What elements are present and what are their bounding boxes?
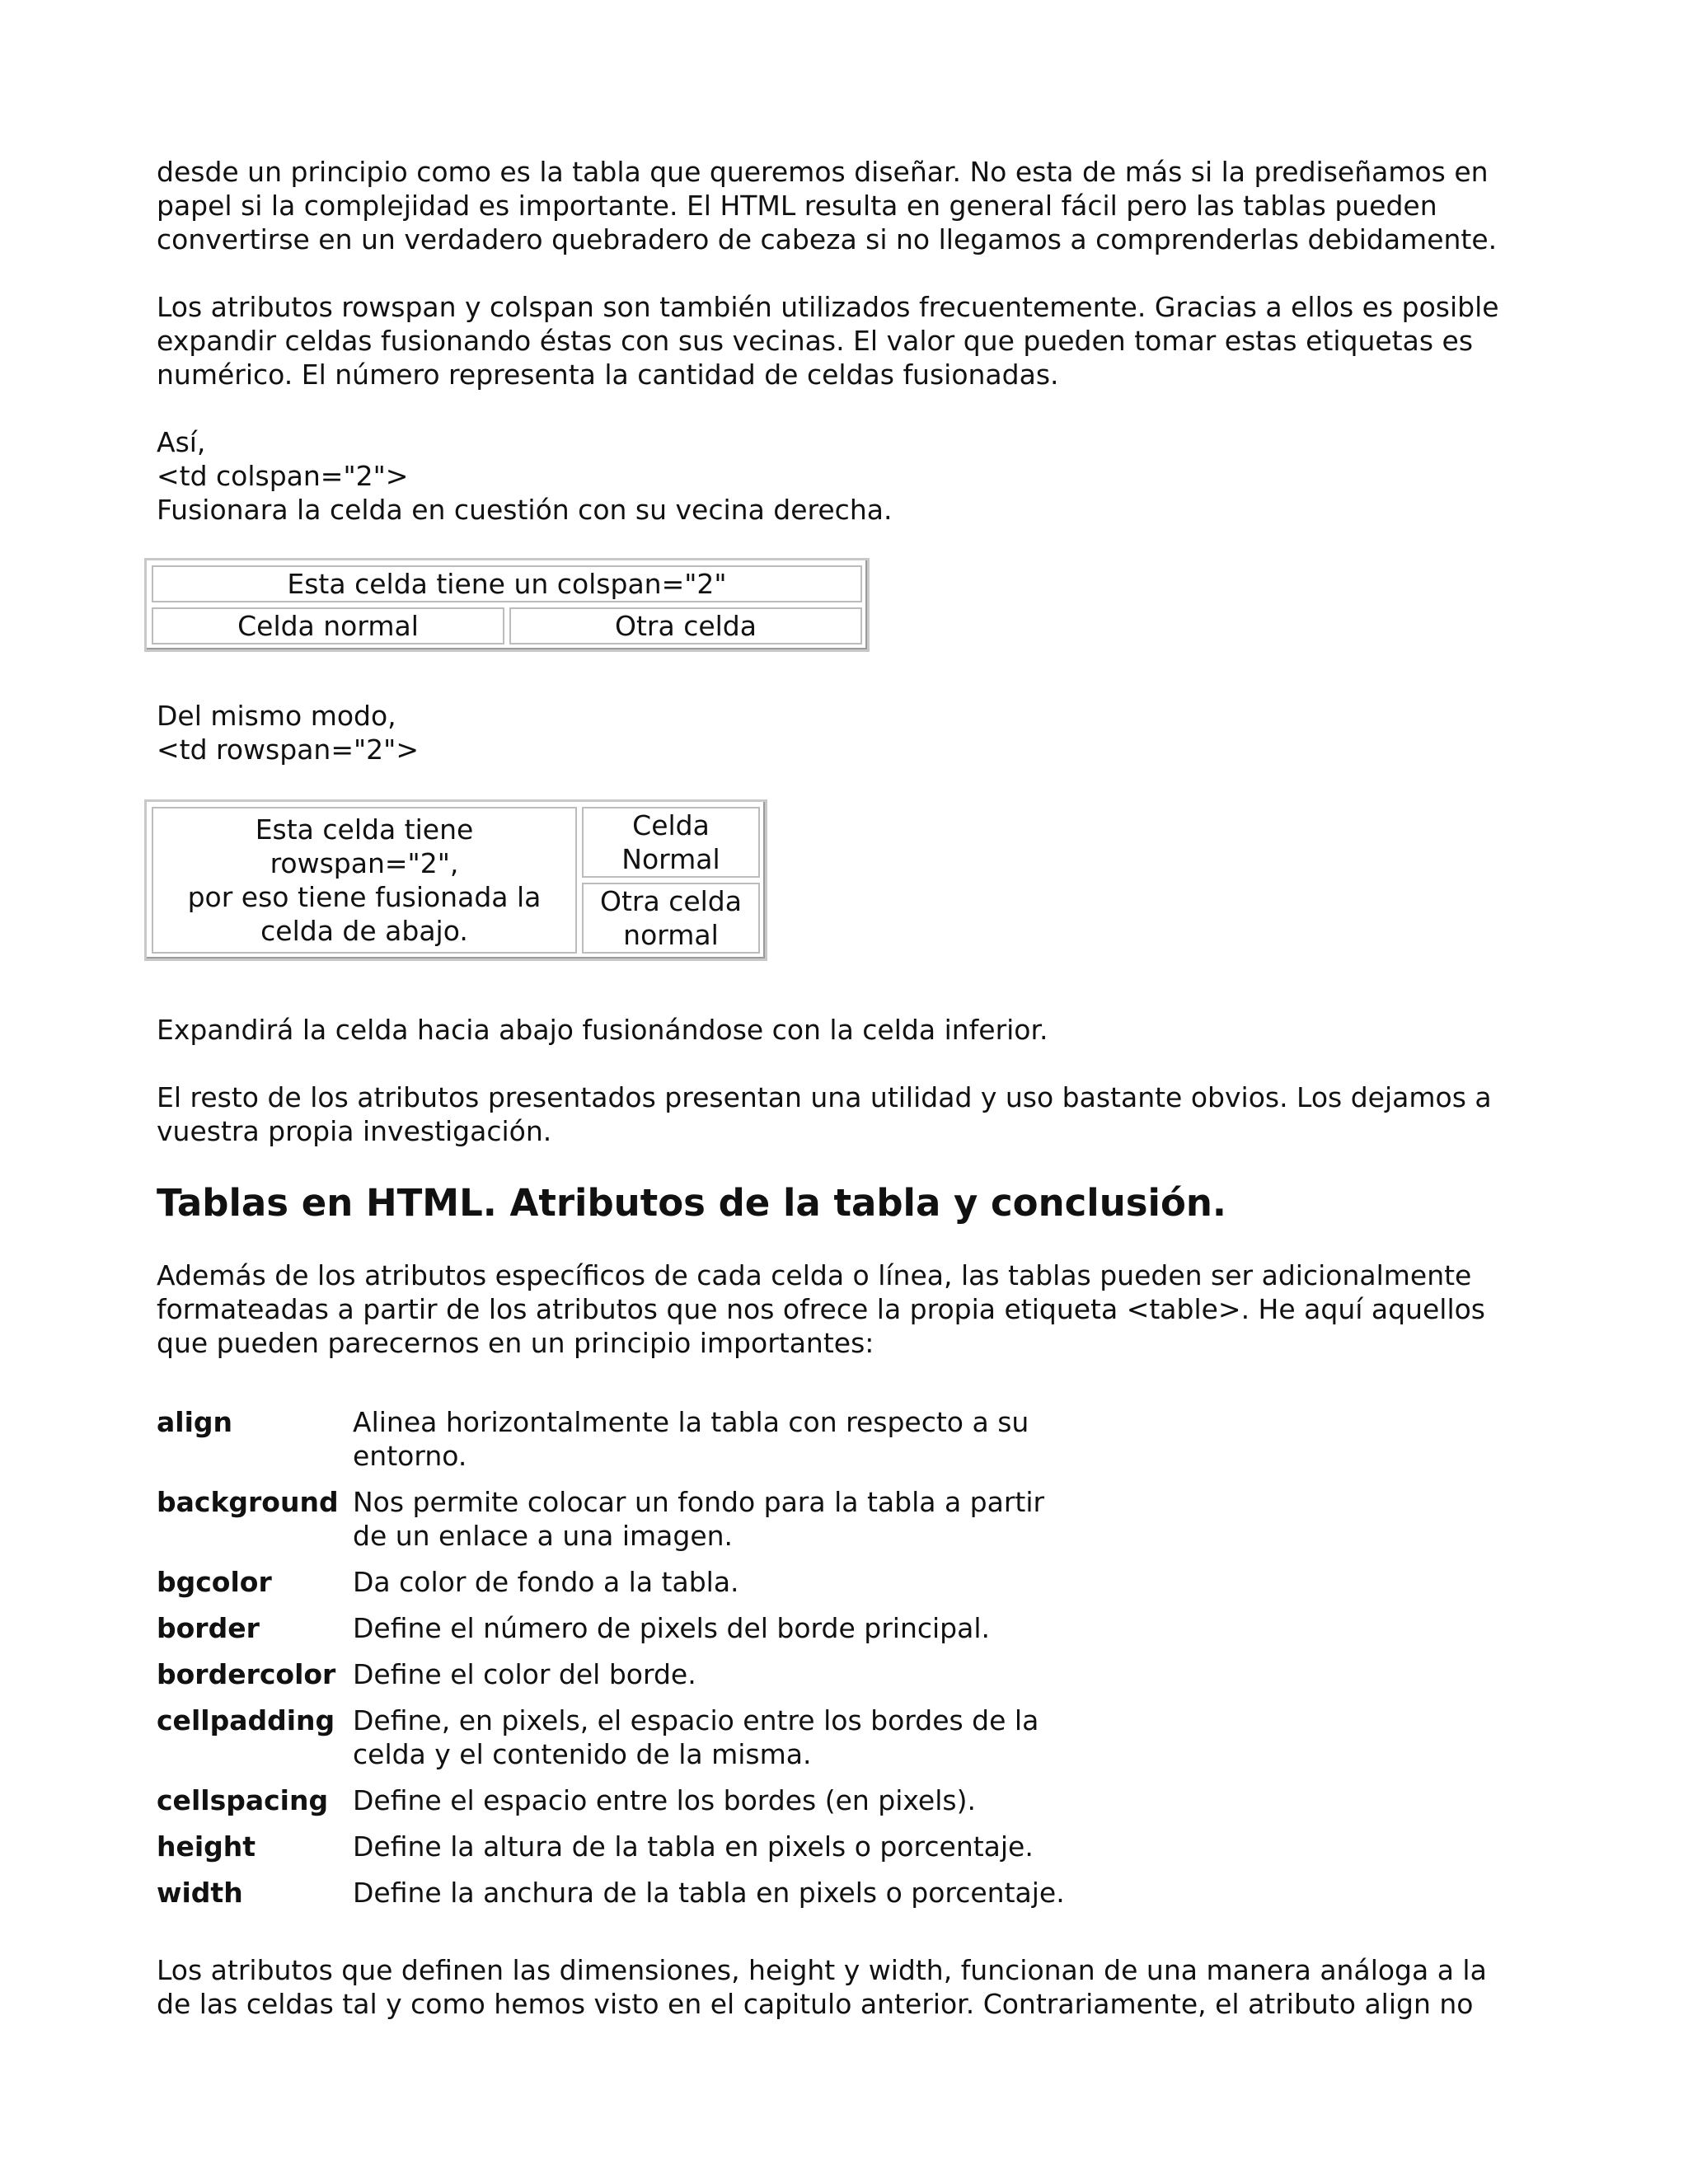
- attribute-row: [157, 1657, 1095, 1704]
- rowspan-example-text: [157, 699, 1541, 766]
- attribute-description: Define el espacio entre los bordes (en pixels).: [353, 1784, 976, 1816]
- rest-paragraph: [157, 1080, 1541, 1148]
- attribute-description: Alinea horizontalmente la tabla con respecto a su entorno.: [353, 1406, 1029, 1472]
- example-code: <td rowspan="2">: [157, 733, 419, 766]
- colspan-example-text: [157, 425, 1541, 527]
- attribute-name: cellspacing: [157, 1784, 329, 1816]
- example-explanation: Fusionara la celda en cuestión con su vecina derecha.: [157, 494, 893, 526]
- rowspan-cell: Esta celda tiene rowspan="2", por eso tiene fusionada la celda de abajo.: [152, 807, 577, 954]
- text-line: vuestra propia investigación.: [157, 1115, 552, 1147]
- text-line: Los atributos que definen las dimensiones, height y width, funcionan de una manera análoga a la: [157, 1954, 1487, 1986]
- attribute-description: Nos permite colocar un fondo para la tabla a partir de un enlace a una imagen.: [353, 1486, 1045, 1552]
- colspan-cell: Esta celda tiene un colspan="2": [152, 565, 862, 602]
- text-line: desde un principio como es la tabla que queremos diseñar. No esta de más si la prediseñamos en: [157, 156, 1489, 188]
- attribute-row: [157, 1830, 1095, 1876]
- text-line: papel si la complejidad es importante. El HTML resulta en general fácil pero las tablas pueden: [157, 190, 1437, 222]
- attribute-description: Define, en pixels, el espacio entre los bordes de la celda y el contenido de la misma.: [353, 1704, 1039, 1770]
- other-cell: Otra celda: [509, 607, 862, 644]
- text-line: Además de los atributos específicos de cada celda o línea, las tablas pueden ser adicionalmente: [157, 1259, 1472, 1291]
- attribute-row: [157, 1405, 1095, 1485]
- text-line: El resto de los atributos presentados presentan una utilidad y uso bastante obvios. Los dejamos a: [157, 1081, 1492, 1113]
- attribute-name: align: [157, 1406, 233, 1438]
- attribute-row: [157, 1876, 1095, 1922]
- text-line: numérico. El número representa la cantidad de celdas fusionadas.: [157, 359, 1059, 391]
- attribute-row: [157, 1783, 1095, 1830]
- attribute-description: Define el número de pixels del borde principal.: [353, 1612, 991, 1644]
- normal-cell: Celda Normal: [582, 807, 760, 878]
- attribute-description: Define la altura de la tabla en pixels o porcentaje.: [353, 1830, 1034, 1863]
- attribute-row: [157, 1611, 1095, 1657]
- attribute-row: [157, 1485, 1095, 1565]
- attribute-name: width: [157, 1877, 243, 1909]
- attribute-description: Define la anchura de la tabla en pixels o porcentaje.: [353, 1877, 1065, 1909]
- example-lead: Del mismo modo,: [157, 700, 396, 732]
- example-code: <td colspan="2">: [157, 460, 409, 492]
- normal-cell: Celda normal: [152, 607, 504, 644]
- attribute-name: bgcolor: [157, 1566, 272, 1598]
- text-line: Expandirá la celda hacia abajo fusionándose con la celda inferior.: [157, 1014, 1048, 1046]
- attribute-name: height: [157, 1830, 256, 1863]
- text-line: Los atributos rowspan y colspan son también utilizados frecuentemente. Gracias a ellos es posible: [157, 291, 1499, 323]
- attribute-row: [157, 1704, 1095, 1783]
- attribute-row: [157, 1565, 1095, 1611]
- text-line: convertirse en un verdadero quebradero de cabeza si no llegamos a comprenderlas debidamente.: [157, 223, 1498, 255]
- section-intro-paragraph: [157, 1258, 1541, 1360]
- rowspan-colspan-paragraph: [157, 290, 1541, 391]
- attribute-name: border: [157, 1612, 260, 1644]
- colspan-demo-table: [144, 558, 870, 652]
- conclusion-paragraph: [157, 1953, 1541, 2021]
- other-normal-cell: Otra celda normal: [582, 883, 760, 954]
- attributes-table: [157, 1405, 1095, 1922]
- example-lead: Así,: [157, 426, 206, 458]
- rowspan-explanation: [157, 1013, 1541, 1047]
- text-line: formateadas a partir de los atributos que nos ofrece la propia etiqueta <table>. He aquí aquellos: [157, 1293, 1486, 1325]
- intro-paragraph: [157, 155, 1541, 256]
- attribute-name: cellpadding: [157, 1704, 335, 1736]
- text-line: expandir celdas fusionando éstas con sus vecinas. El valor que pueden tomar estas etiquetas es: [157, 325, 1474, 357]
- attribute-description: Define el color del borde.: [353, 1658, 696, 1690]
- attribute-name: background: [157, 1486, 339, 1518]
- section-title: Tablas en HTML. Atributos de la tabla y conclusión.: [157, 1181, 1227, 1225]
- text-line: que pueden parecernos en un principio importantes:: [157, 1327, 874, 1359]
- text-line: de las celdas tal y como hemos visto en el capitulo anterior. Contrariamente, el atributo align no: [157, 1988, 1474, 2020]
- rowspan-demo-table: [144, 799, 767, 961]
- attribute-description: Da color de fondo a la tabla.: [353, 1566, 739, 1598]
- attribute-name: bordercolor: [157, 1658, 336, 1690]
